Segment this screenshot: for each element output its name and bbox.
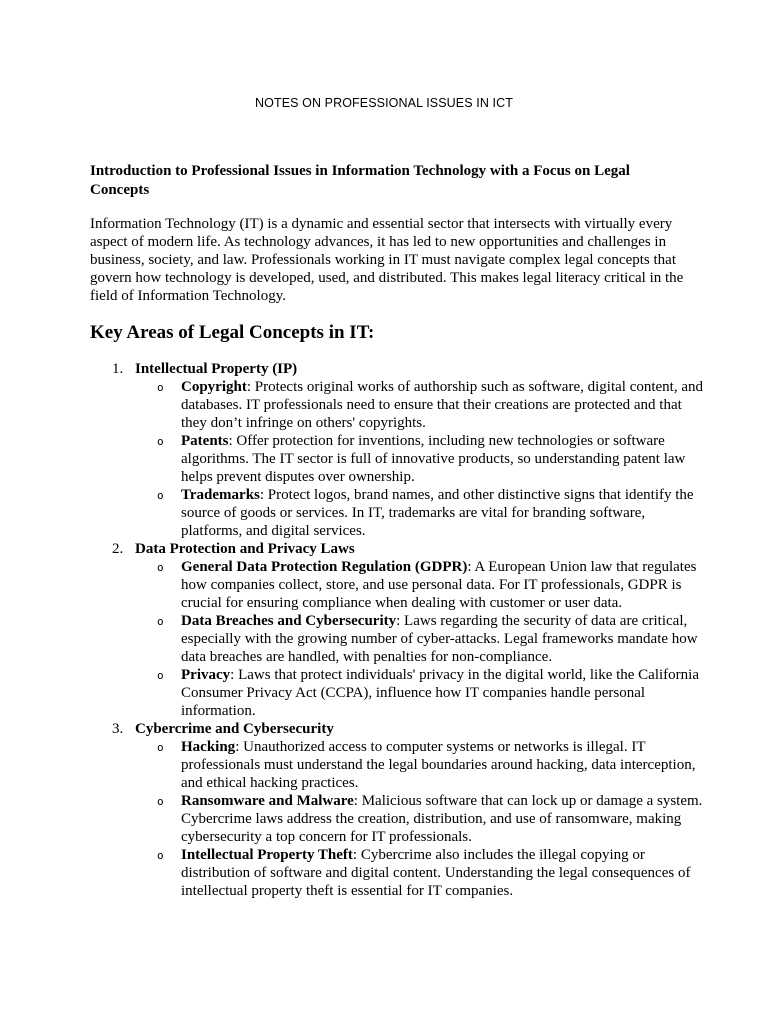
item-title: Intellectual Property (IP) bbox=[135, 361, 298, 377]
sub-item-text: : Offer protection for inventions, including new technologies or software algorithms. The IT sector is full of innovative products, so understanding patent law helps prevent disputes over ownership. bbox=[181, 433, 686, 485]
sub-item-text: : A European Union law that regulates how companies collect, store, and use personal data. For IT professionals, GDPR is crucial for ensuring compliance when dealing with customer or user data. bbox=[181, 559, 697, 611]
sub-item-term: Data Breaches and Cybersecurity bbox=[181, 613, 397, 629]
item-title: Data Protection and Privacy Laws bbox=[135, 541, 355, 557]
sub-item-term: Patents bbox=[181, 433, 229, 449]
sub-item-text: : Malicious software that can lock up or damage a system. Cybercrime laws address the creation, distribution, and use of ransomware, making cybersecurity a top concern for IT professionals. bbox=[181, 793, 703, 845]
intro-paragraph: Information Technology (IT) is a dynamic and essential sector that intersects with virtually every aspect of modern life. As technology advances, it has led to new opportunities and challenges in business, society, and law. Professionals working in IT must navigate complex legal concepts that govern how technology is developed, used, and distributed. This makes legal literacy critical in the field of Information Technology. bbox=[90, 216, 684, 304]
sub-item-text: : Protects original works of authorship such as software, digital content, and databases. IT professionals need to ensure that their creations are protected and that they don’t infringe on others' copyrights. bbox=[181, 379, 703, 431]
bullet-icon: o bbox=[157, 381, 164, 394]
sub-item-term: Trademarks bbox=[181, 487, 260, 503]
sub-item-term: Hacking bbox=[181, 739, 236, 755]
sub-item-term: Ransomware and Malware bbox=[181, 793, 354, 809]
list-item bbox=[90, 720, 703, 900]
bullet-icon: o bbox=[157, 489, 164, 502]
bullet-icon: o bbox=[157, 741, 164, 754]
sub-item bbox=[135, 738, 710, 792]
document-title: NOTES ON PROFESSIONAL ISSUES IN ICT bbox=[255, 96, 513, 110]
sub-item-text: : Cybercrime also includes the illegal copying or distribution of software and digital content. Understanding the legal consequences of intellectual property theft is essential for IT companies. bbox=[181, 847, 691, 899]
bullet-icon: o bbox=[157, 795, 164, 808]
item-number: 3. bbox=[112, 721, 124, 737]
intro-heading: Introduction to Professional Issues in Information Technology with a Focus on Legal Concepts bbox=[90, 163, 630, 198]
sub-item-text: : Laws that protect individuals' privacy in the digital world, like the California Consumer Privacy Act (CCPA), influence how IT companies handle personal information. bbox=[181, 667, 699, 719]
bullet-icon: o bbox=[157, 849, 164, 862]
sub-item bbox=[135, 486, 710, 540]
sub-item bbox=[135, 792, 710, 846]
item-number: 2. bbox=[112, 541, 124, 557]
legal-concepts-list bbox=[90, 360, 703, 900]
sub-item bbox=[135, 612, 710, 666]
item-title: Cybercrime and Cybersecurity bbox=[135, 721, 334, 737]
sub-item-term: Intellectual Property Theft bbox=[181, 847, 353, 863]
list-item bbox=[90, 360, 703, 540]
sub-item bbox=[135, 558, 710, 612]
bullet-icon: o bbox=[157, 615, 164, 628]
sub-item bbox=[135, 378, 710, 432]
sub-item-term: Privacy bbox=[181, 667, 231, 683]
bullet-icon: o bbox=[157, 561, 164, 574]
sub-item-text: : Protect logos, brand names, and other distinctive signs that identify the source of goods or services. In IT, trademarks are vital for branding software, platforms, and digital services. bbox=[181, 487, 694, 539]
section-heading: Key Areas of Legal Concepts in IT: bbox=[90, 322, 375, 343]
sub-item-text: : Laws regarding the security of data are critical, especially with the growing number of cyber-attacks. Legal frameworks mandate how data breaches are handled, with penalties for non-compliance. bbox=[181, 613, 698, 665]
list-item bbox=[90, 540, 699, 720]
sub-item bbox=[135, 666, 710, 720]
sub-item bbox=[135, 432, 710, 486]
sub-item-text: : Unauthorized access to computer systems or networks is illegal. IT professionals must understand the legal boundaries around hacking, data interception, and ethical hacking practices. bbox=[181, 739, 696, 791]
sub-item-term: General Data Protection Regulation (GDPR) bbox=[181, 559, 468, 575]
sub-item-term: Copyright bbox=[181, 379, 247, 395]
sub-item bbox=[135, 846, 710, 900]
item-number: 1. bbox=[112, 361, 124, 377]
bullet-icon: o bbox=[157, 435, 164, 448]
bullet-icon: o bbox=[157, 669, 164, 682]
